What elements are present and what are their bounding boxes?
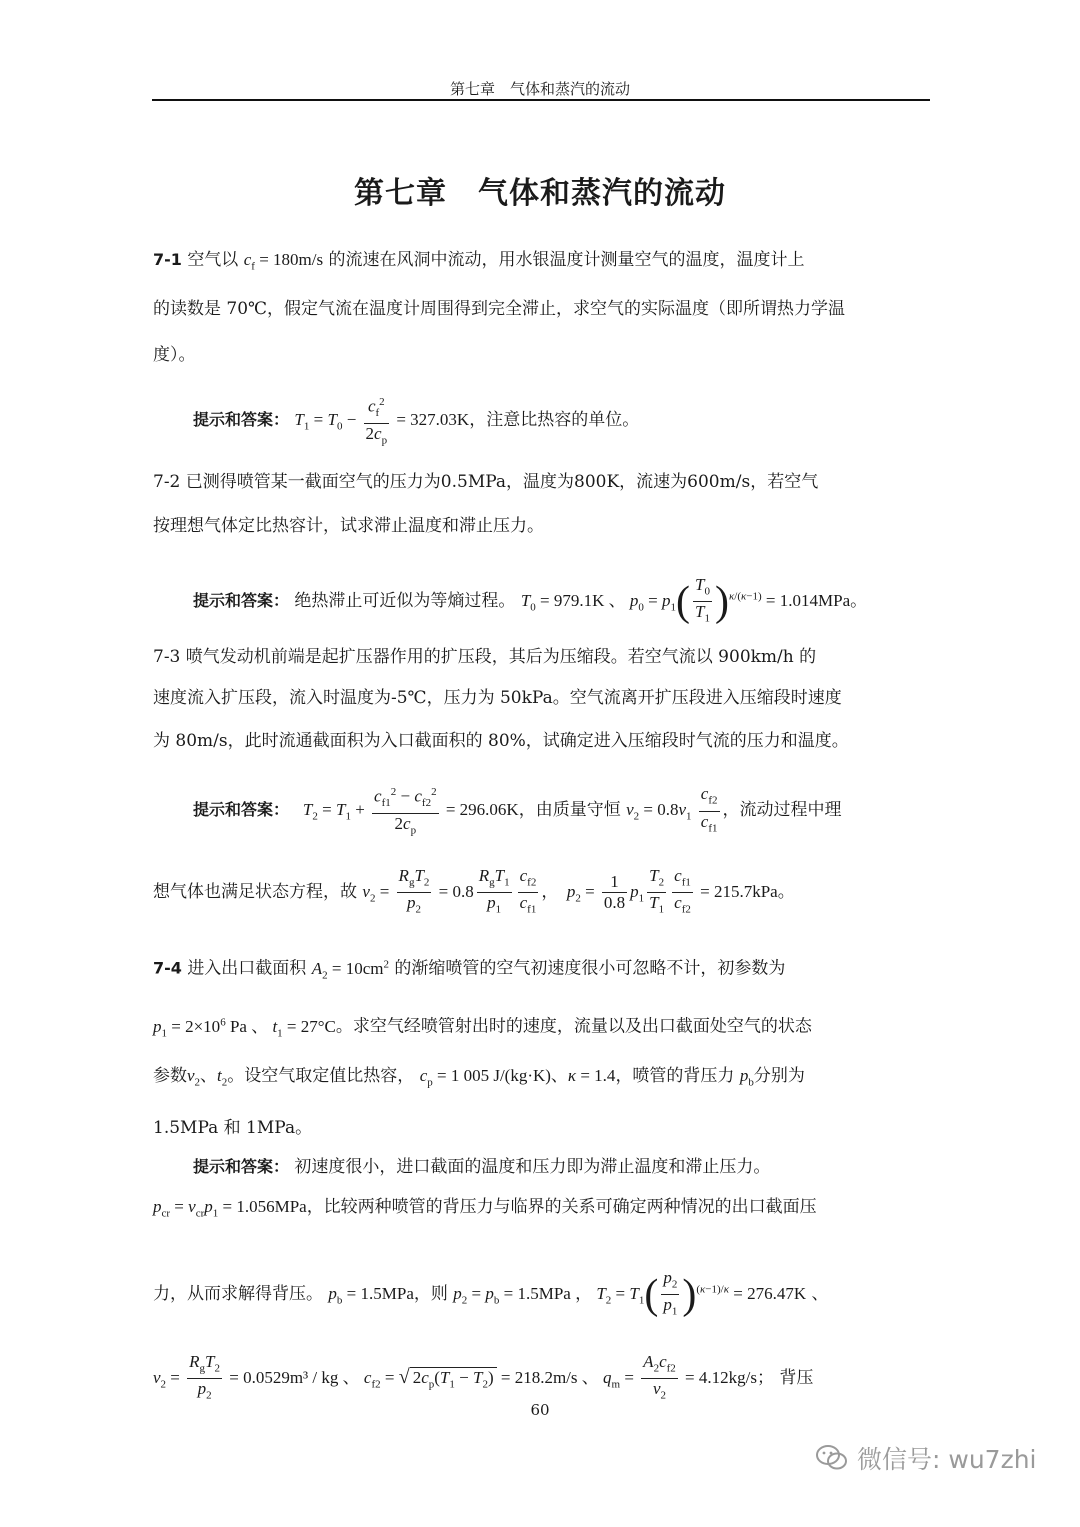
problem-7-2-line-2: 按理想气体定比热容计，试求滞止温度和滞止压力。 bbox=[153, 516, 544, 536]
wechat-icon bbox=[815, 1444, 849, 1472]
running-header: 第七章 气体和蒸汽的流动 bbox=[449, 80, 630, 98]
answer-7-4-line-3: 力，从而求解得背压。 $p_b = 1.5MPa$，则 $p_2 = p_b = 1.5MPa$ ， $T_2 = T_1$( $\frac{p_2}{p_1}$ )$^{(\kappa-1)/\kappa}$ = 276.47K 、 bbox=[153, 1268, 829, 1318]
problem-7-3-line-2: 速度流入扩压段，流入时温度为-5℃，压力为 50kPa。空气流离开扩压段进入压缩段时速度 bbox=[153, 688, 842, 708]
problem-7-2-line-1: 7-2 已测得喷管某一截面空气的压力为0.5MPa，温度为800K，流速为600m/s，若空气 bbox=[153, 472, 819, 492]
page-number: 60 bbox=[530, 1401, 550, 1419]
answer-7-3-line-1: 提示和答案： $T_2 = T_1$ + $\frac{c_{f1}^2 - c_{f2}^2}{2c_p}$ = 296.06K，由质量守恒 $v_2 = 0.8v_1$ $\frac{c_{f2}}{c_{f1}}$ ，流动过程中理 bbox=[193, 782, 842, 840]
problem-7-4-line-4: 1.5MPa 和 1MPa。 bbox=[153, 1118, 313, 1138]
answer-7-4-line-2: $p_{cr} = \nu_{cr}p_1 = 1.056MPa$，比较两种喷管的背压力与临界的关系可确定两种情况的出口截面压 bbox=[153, 1197, 817, 1220]
problem-7-1-line-2: 的读数是 70℃，假定气流在温度计周围得到完全滞止，求空气的实际温度（即所谓热力学温 bbox=[153, 299, 846, 319]
answer-7-2: 提示和答案： 绝热滞止可近似为等熵过程。 $T_0 = 979.1K$ 、 $p_0 = p_1$( $\frac{T_0}{T_1}$ )$^{\kappa/(\kappa-1)}$ = 1.014MPa。 bbox=[193, 575, 868, 625]
answer-7-4-line-4: $v_2$ = $\frac{R_gT_2}{p_2}$ = 0.0529m³ / kg 、 $c_{f2}$ = √ $2c_p(T_1 - T_2) = 218.2m/s$ 、 $q_m$ = $\frac{A_2c_{f2}}{v_2}$ = 4.12kg/s； 背压 bbox=[153, 1352, 814, 1402]
answer-7-4-line-1: 提示和答案： 初速度很小，进口截面的温度和压力即为滞止温度和滞止压力。 bbox=[193, 1157, 771, 1177]
problem-7-3-line-1: 7-3 喷气发动机前端是起扩压器作用的扩压段，其后为压缩段。若空气流以 900km/h 的 bbox=[153, 647, 817, 667]
problem-7-4-line-3: 参数$v_2$、$t_2$。设空气取定值比热容， $c_p = 1$ 005 J/(kg·K)、κ = 1.4，喷管的背压力 $p_b$分别为 bbox=[153, 1066, 805, 1089]
chapter-title: 第七章 气体和蒸汽的流动 bbox=[354, 176, 726, 211]
problem-number: 7-4 bbox=[153, 958, 182, 978]
problem-7-3-line-3: 为 80m/s，此时流通截面积为入口截面积的 80%，试确定进入压缩段时气流的压力和温度。 bbox=[153, 731, 849, 751]
problem-7-4-line-1: 7-4 进入出口截面积 $A_2 = 10cm^2$ 的渐缩喷管的空气初速度很小可忽略不计，初参数为 bbox=[153, 958, 786, 982]
problem-7-1-line-1: 7-1 空气以 $c_f = 180m/s$ 的流速在风洞中流动，用水银温度计测量空气的温度，温度计上 bbox=[153, 250, 805, 273]
header-rule bbox=[152, 99, 930, 101]
problem-7-1-line-3: 度）。 bbox=[153, 345, 196, 365]
watermark bbox=[815, 1440, 1036, 1476]
problem-number: 7-1 bbox=[153, 250, 182, 269]
problem-7-4-line-2: $p_1 = 2\times 10^6$ Pa 、 $t_1 = 27^\circ C$。求空气经喷管射出时的速度，流量以及出口截面处空气的状态 bbox=[153, 1016, 812, 1040]
answer-7-1: 提示和答案： $T_1 = T_0$ − $\frac{c_f^2}{2c_p}$ = 327.03K，注意比热容的单位。 bbox=[193, 392, 639, 450]
answer-7-3-line-2: 想气体也满足状态方程，故 $v_2$ = $\frac{R_gT_2}{p_2}$ = 0.8 $\frac{R_gT_1}{p_1}$ $\frac{c_{f2}}{c_{f1}}$ ， $p_2$ = $\frac{1}{0.8}$ $p_1$ $\frac{T_2}{T_1}$ $\frac{c_{f1}}{c_{f2}}$ = 215.7kPa。 bbox=[153, 866, 795, 916]
watermark-text: 微信号: wu7zhi bbox=[857, 1445, 1037, 1474]
